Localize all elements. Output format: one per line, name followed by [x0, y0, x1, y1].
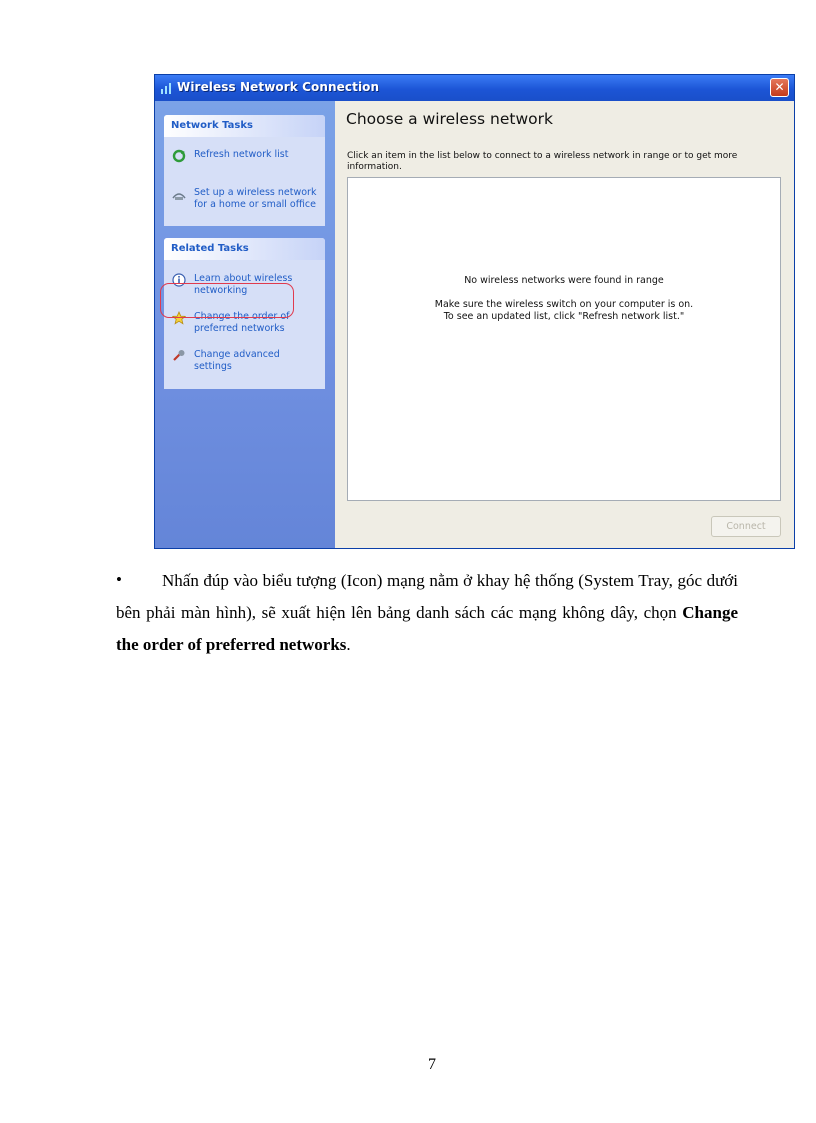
setup-wireless-network-label: Set up a wireless network for a home or small office [194, 187, 317, 210]
refresh-icon [172, 149, 186, 163]
task-sidebar [155, 101, 335, 549]
network-tasks-panel [164, 115, 325, 226]
wireless-signal-icon [159, 80, 175, 96]
close-button[interactable]: ✕ [770, 78, 789, 97]
network-tasks-header: Network Tasks [164, 115, 325, 137]
instruction-text: Click an item in the list below to connect to a wireless network in range or to get more information. [347, 151, 738, 172]
wireless-connection-screenshot [154, 74, 795, 549]
page-number: 7 [428, 1056, 436, 1073]
page-title: Choose a wireless network [346, 110, 553, 128]
learn-wireless-label: Learn about wireless networking [194, 273, 293, 296]
window-title: Wireless Network Connection [177, 80, 380, 94]
no-networks-message: No wireless networks were found in range [464, 275, 664, 286]
paragraph-bold-term: Change the order of preferred networks [116, 603, 738, 654]
instruction-paragraph [116, 565, 738, 661]
paragraph-end: . [346, 635, 351, 654]
setup-network-icon [172, 187, 186, 201]
connect-button[interactable]: Connect [711, 516, 781, 537]
change-order-preferred-label: Change the order of preferred networks [194, 311, 290, 334]
highlight-circle [160, 283, 294, 318]
hint-line-2: To see an updated list, click "Refresh network list." [443, 311, 685, 322]
hint-message [348, 299, 780, 323]
network-list[interactable] [347, 177, 781, 501]
main-content [335, 101, 794, 549]
change-advanced-settings-label: Change advanced settings [194, 349, 280, 372]
related-tasks-header: Related Tasks [164, 238, 325, 260]
settings-icon [172, 349, 186, 363]
refresh-network-list-label: Refresh network list [194, 149, 289, 160]
paragraph-text: Nhấn đúp vào biểu tượng (Icon) mạng nằm ở khay hệ thống (System Tray, góc dưới bên phải màn hình), sẽ xuất hiện lên bảng danh sách các mạng không dây, chọn [116, 571, 738, 622]
title-bar [155, 75, 794, 101]
hint-line-1: Make sure the wireless switch on your computer is on. [434, 299, 694, 310]
bullet-point: • [116, 570, 122, 589]
